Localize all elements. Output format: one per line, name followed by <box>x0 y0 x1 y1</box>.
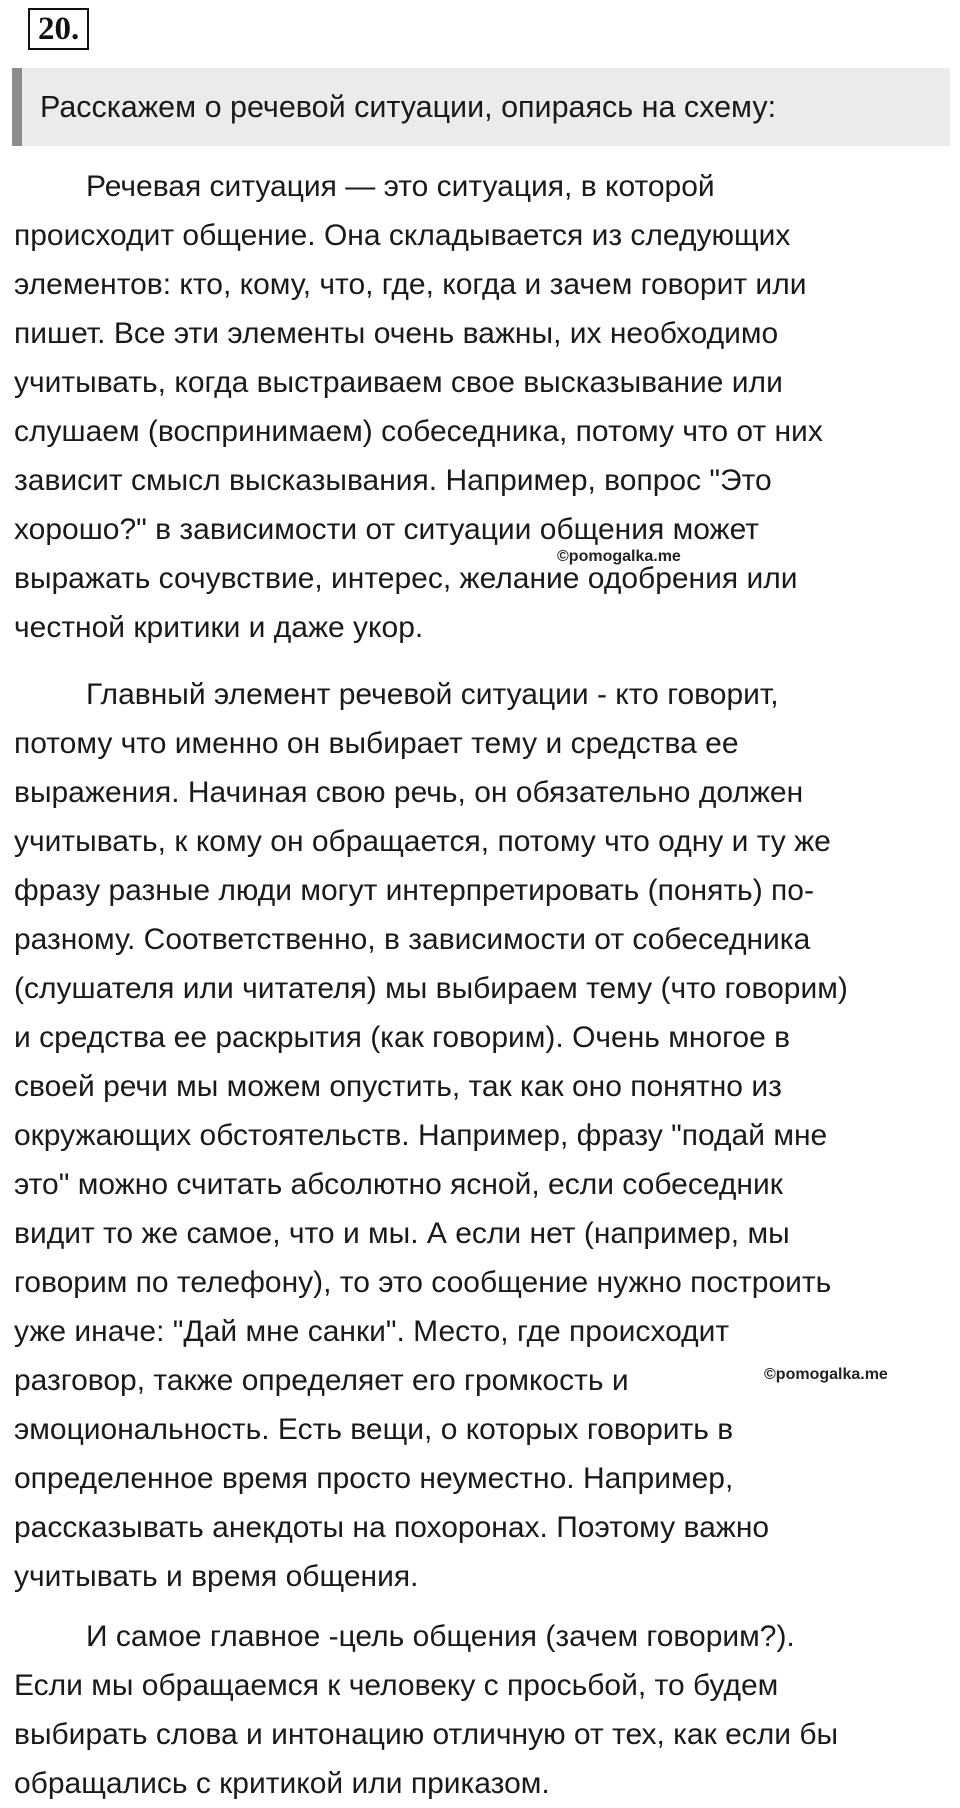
paragraph-line: Речевая ситуация — это ситуация, в которой <box>86 170 715 203</box>
paragraph-communication-goal <box>14 1612 838 1808</box>
paragraph-main-element <box>14 670 848 1601</box>
paragraph-line: учитывать, к кому он обращается, потому что одну и ту же <box>14 825 831 858</box>
paragraph-line: честной критики и даже укор. <box>14 611 424 644</box>
watermark: ©pomogalka.me <box>557 548 681 565</box>
paragraph-line: выражения. Начиная свою речь, он обязательно должен <box>14 776 804 809</box>
paragraph-line: говорим по телефону), то это сообщение нужно построить <box>14 1266 832 1299</box>
paragraph-line: обращались с критикой или приказом. <box>14 1767 550 1800</box>
paragraph-line: слушаем (воспринимаем) собеседника, потому что от них <box>14 415 823 448</box>
paragraph-line: уже иначе: "Дай мне санки". Место, где происходит <box>14 1315 730 1348</box>
paragraph-line: элементов: кто, кому, что, где, когда и зачем говорит или <box>14 268 807 301</box>
watermark: ©pomogalka.me <box>764 1366 888 1383</box>
paragraph-line: видит то же самое, что и мы. А если нет (например, мы <box>14 1217 790 1250</box>
paragraph-line: фразу разные люди могут интерпретировать (понять) по- <box>14 874 814 907</box>
paragraph-line: происходит общение. Она складывается из следующих <box>14 219 791 252</box>
paragraph-line: эмоциональность. Есть вещи, о которых говорить в <box>14 1413 734 1446</box>
paragraph-line: потому что именно он выбирает тему и средства ее <box>14 727 739 760</box>
paragraph-line: окружающих обстоятельств. Например, фразу "подай мне <box>14 1119 828 1152</box>
paragraph-line: и средства ее раскрытия (как говорим). Очень многое в <box>14 1021 791 1054</box>
paragraph-line: учитывать, когда выстраиваем свое высказывание или <box>14 366 783 399</box>
paragraph-line: выбирать слова и интонацию отличную от тех, как если бы <box>14 1718 839 1751</box>
paragraph-line: своей речи мы можем опустить, так как оно понятно из <box>14 1070 782 1103</box>
paragraph-line: (слушателя или читателя) мы выбираем тему (что говорим) <box>14 972 848 1005</box>
paragraph-line: определенное время просто неуместно. Например, <box>14 1462 734 1495</box>
paragraph-line: зависит смысл высказывания. Например, вопрос "Это <box>14 464 772 497</box>
task-number: 20. <box>28 8 89 50</box>
paragraph-line: выражать сочувствие, интерес, желание одобрения или <box>14 562 798 595</box>
paragraph-line: Главный элемент речевой ситуации - кто говорит, <box>86 678 779 711</box>
paragraph-line: хорошо?" в зависимости от ситуации общения может <box>14 513 760 546</box>
paragraph-line: пишет. Все эти элементы очень важны, их необходимо <box>14 317 779 350</box>
paragraph-line: И самое главное -цель общения (зачем говорим?). <box>86 1620 795 1653</box>
paragraph-line: разному. Соответственно, в зависимости от собеседника <box>14 923 811 956</box>
paragraph-line: рассказывать анекдоты на похоронах. Поэтому важно <box>14 1511 770 1544</box>
paragraph-line: разговор, также определяет его громкость и <box>14 1364 629 1397</box>
paragraph-speech-situation <box>14 162 823 652</box>
paragraph-line: это" можно считать абсолютно ясной, если собеседник <box>14 1168 783 1201</box>
paragraph-line: учитывать и время общения. <box>14 1560 419 1593</box>
task-banner: Расскажем о речевой ситуации, опираясь на схему: <box>12 68 950 146</box>
paragraph-line: Если мы обращаемся к человеку с просьбой, то будем <box>14 1669 779 1702</box>
